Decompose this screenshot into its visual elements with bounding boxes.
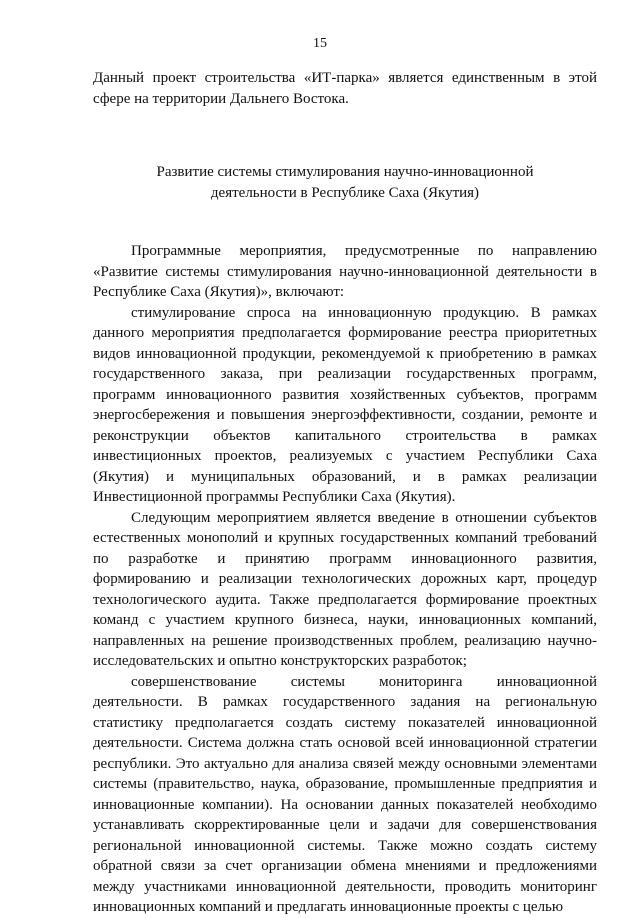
paragraph-programs: Программные мероприятия, предусмотренные по направлению «Развитие системы стимулирования научно-инновационной деятельности в Республике Саха (Якутия)», включают: bbox=[93, 243, 597, 300]
paragraph-monitoring-system: совершенствование системы мониторинга инновационной деятельности. В рамках государственного задания на региональную статистику предполагается создать систему показателей инновационной деятельности. Система должна стать основой всей инновационной стратегии республики. Это актуально для анализа связей между основными элементами системы (правительство, наука, образование, промышленные предприятия и инновационные компании). На основании данных показателей необходимо устанавливать скорректированные цели и задачи для совершенствования региональной инновационной системы. Также можно создать систему обратной связи за счет организации обмена мнениями и предложениями между участниками инновационной деятельности, проводить мониторинг инновационных компаний и предлагать инновационные проекты с целью bbox=[93, 673, 597, 915]
paragraph-demand-stimulation: стимулирование спроса на инновационную продукцию. В рамках данного мероприятия предполагается формирование реестра приоритетных видов инновационной продукции, рекомендуемой к приобретению в рамках государственного заказа, при реализации государственных программ, программ инновационного развития хозяйственных субъектов, программ энергосбережения и повышения энергоэффективности, создании, ремонте и реконструкции объектов капитального строительства в рамках инвестиционных проектов, реализуемых с участием Республики Саха (Якутия) и муниципальных образований, и в рамках реализации Инвестиционной программы Республики Саха (Якутия). bbox=[93, 304, 597, 505]
section-title bbox=[93, 162, 597, 203]
section-title-line-1: Развитие системы стимулирования научно-инновационной bbox=[156, 164, 534, 180]
paragraph-monopolies-requirements: Следующим мероприятием является введение в отношении субъектов естественных монополий и крупных государственных компаний требований по разработке и принятию программ инновационного развития, формированию и реализации технологических дорожных карт, процедур технологического аудита. Также предполагается формирование проектных команд с участием крупного бизнеса, науки, инновационных компаний, направленных на решение производственных проблем, реализацию научно-исследовательских и опытно конструкторских разработок; bbox=[93, 509, 597, 669]
intro-paragraph: Данный проект строительства «ИТ-парка» является единственным в этой сфере на территории Дальнего Востока. bbox=[93, 70, 597, 107]
section-title-line-2: деятельности в Республике Саха (Якутия) bbox=[210, 184, 480, 201]
document-body bbox=[93, 68, 597, 918]
page-number: 15 bbox=[313, 36, 327, 51]
